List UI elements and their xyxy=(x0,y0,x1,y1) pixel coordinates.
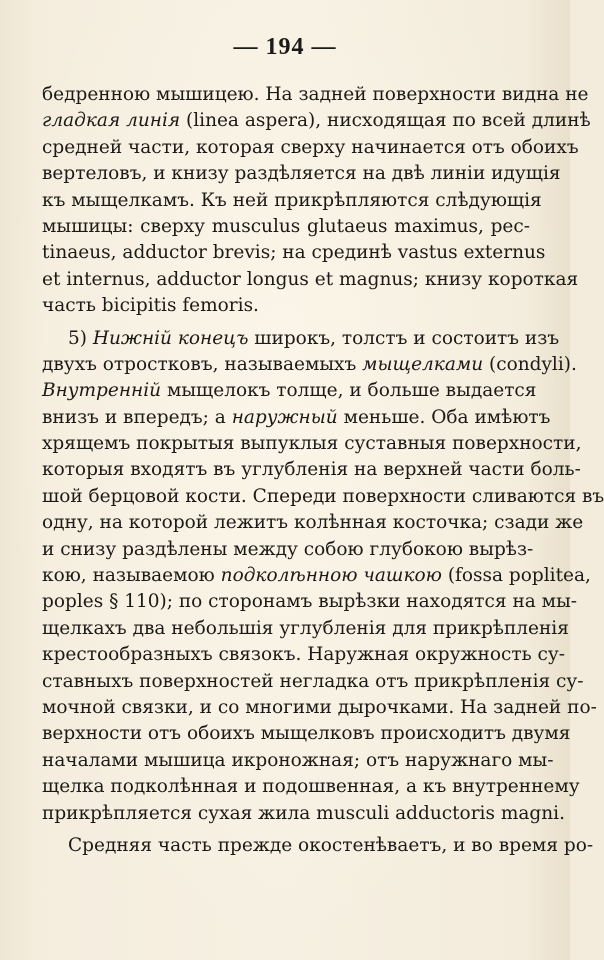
text-run: широкъ, толстъ и состоитъ изъ xyxy=(248,327,560,349)
text-line xyxy=(42,431,582,457)
text-line xyxy=(42,642,566,668)
paragraph xyxy=(42,833,594,859)
text-line xyxy=(42,161,561,187)
text-run: щелка подколѣнная и подошвенная, а къ внутреннему xyxy=(42,776,580,798)
text-line xyxy=(42,378,537,404)
text-line xyxy=(42,669,584,695)
italic-term: гладкая линія xyxy=(42,110,181,132)
paragraph xyxy=(42,82,591,320)
text-run: 5) xyxy=(68,327,93,349)
text-run: мочной связки, и со многими дырочками. На задней по- xyxy=(42,696,597,718)
text-run: хрящемъ покрытыя выпуклыя суставныя поверхности, xyxy=(42,433,582,455)
page-number: — 194 — xyxy=(233,34,337,60)
text-line xyxy=(42,537,534,563)
paragraph xyxy=(42,326,604,827)
body-text xyxy=(42,82,604,859)
italic-term: подколѣнною чашкою xyxy=(220,565,442,587)
text-line xyxy=(42,695,597,721)
text-run: бедренною мышицею. На задней поверхности видна не xyxy=(42,84,589,105)
text-line xyxy=(42,748,554,774)
text-run: щелкахъ два небольшія углубленія для прикрѣпленія xyxy=(42,617,569,639)
text-run: крестообразныхъ связокъ. Наружная окружность су- xyxy=(42,644,566,666)
text-run: внизъ и впередъ; а xyxy=(42,406,232,428)
text-run: poples § 110); по сторонамъ вырѣзки находятся на мы- xyxy=(42,591,578,613)
text-line xyxy=(42,293,530,319)
text-run: (condyli). xyxy=(483,353,577,375)
text-run: которыя входятъ въ углубленія на верхней части боль- xyxy=(42,459,581,481)
text-run: началами мышица икроножная; отъ наружнаго мы- xyxy=(42,749,554,771)
text-run: tinaeus, adductor brevis; на срединѣ vastus externus xyxy=(42,242,546,264)
text-run: къ мыщелкамъ. Къ ней прикрѣпляются слѣдующія xyxy=(42,189,542,211)
text-line xyxy=(42,188,542,214)
text-run: двухъ отростковъ, называемыхъ xyxy=(42,353,363,375)
text-run: мышицы: сверху musculus glutaeus maximus, pec- xyxy=(42,215,530,237)
text-run: (fossa poplitea, xyxy=(441,565,591,587)
text-line xyxy=(42,510,584,536)
text-line xyxy=(42,267,579,293)
text-line xyxy=(42,616,569,642)
italic-term: Нижній конецъ xyxy=(92,327,249,349)
text-run: et internus, adductor longus et magnus; книзу короткая xyxy=(42,268,579,290)
text-run: меньше. Оба имѣютъ xyxy=(337,406,551,428)
text-line xyxy=(42,82,589,108)
text-line xyxy=(42,240,546,266)
text-run: и снизу раздѣлены между собою глубокою вырѣз- xyxy=(42,538,534,560)
text-line xyxy=(42,405,551,431)
text-line xyxy=(42,484,604,510)
italic-term: мыщелками xyxy=(362,353,484,375)
text-run: вертеловъ, и книзу раздѣляется на двѣ линіи идущія xyxy=(42,163,561,185)
text-line xyxy=(42,563,591,589)
text-line xyxy=(42,801,565,827)
text-run: шой берцовой кости. Спереди поверхности сливаются въ xyxy=(42,485,604,507)
text-line xyxy=(42,721,571,747)
text-line xyxy=(42,326,560,352)
text-run: (linea aspera), нисходящая по всей длинѣ xyxy=(180,110,591,132)
text-line xyxy=(42,833,594,859)
text-line xyxy=(42,774,580,800)
text-line xyxy=(42,135,579,161)
italic-term: наружный xyxy=(231,406,338,428)
text-run: Средняя часть прежде окостенѣваетъ, и во время ро- xyxy=(68,834,594,856)
text-line xyxy=(42,589,578,615)
italic-term: Внутренній xyxy=(42,380,162,402)
text-run: средней части, которая сверху начинается отъ обоихъ xyxy=(42,136,579,158)
text-run: часть bicipitis femoris. xyxy=(42,295,259,317)
text-run: ставныхъ поверхностей негладка отъ прикрѣпленія су- xyxy=(42,670,584,692)
text-run: верхности отъ обоихъ мыщелковъ происходитъ двумя xyxy=(42,723,571,745)
text-line xyxy=(42,214,530,240)
text-run: мыщелокъ толще, и больше выдается xyxy=(161,380,537,402)
text-line xyxy=(42,457,581,483)
text-run: кою, называемою xyxy=(42,565,221,587)
text-run: одну, на которой лежитъ колѣнная косточка; сзади же xyxy=(42,512,584,534)
text-run: прикрѣпляется сухая жила musculi adductoris magni. xyxy=(42,802,565,824)
text-line xyxy=(42,108,591,134)
text-line xyxy=(42,352,577,378)
